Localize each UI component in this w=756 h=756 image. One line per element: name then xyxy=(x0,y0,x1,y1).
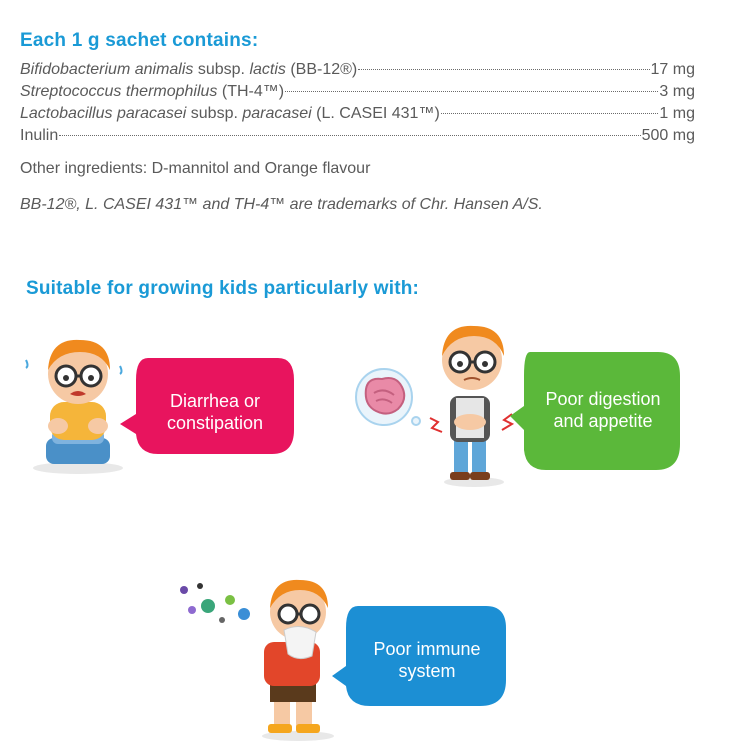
dot-leader xyxy=(441,113,659,114)
bubble-diarrhea-text xyxy=(140,390,290,434)
intestine-icon xyxy=(352,365,424,433)
bubble-line: Diarrhea or xyxy=(169,391,261,411)
sitting-kid-illustration xyxy=(18,330,133,475)
ingredient-amount: 1 mg xyxy=(659,105,695,122)
ingredient-amount: 17 mg xyxy=(650,61,695,78)
dot-leader xyxy=(59,135,640,136)
bubble-line: Poor digestion xyxy=(545,389,661,409)
ingredient-name: Bifidobacterium animalis xyxy=(20,61,194,78)
dot-leader xyxy=(358,69,649,70)
ingredient-strain: (BB-12®) xyxy=(285,61,358,78)
ingredient-amount: 3 mg xyxy=(659,83,695,100)
ingredient-name: Lactobacillus paracasei xyxy=(20,105,187,122)
bubble-line: Poor immune xyxy=(373,639,481,659)
ingredient-row xyxy=(20,59,695,81)
bubble-line: system xyxy=(398,661,456,681)
trademark-note: BB-12®, L. CASEI 431™ and TH-4™ are trademarks of Chr. Hansen A/S. xyxy=(20,196,543,213)
ingredient-sub-name: lactis xyxy=(249,61,286,78)
suitable-heading: Suitable for growing kids particularly with: xyxy=(26,278,420,299)
other-ingredients: Other ingredients: D-mannitol and Orange flavour xyxy=(20,160,371,177)
bubble-line: constipation xyxy=(166,413,264,433)
ingredient-name: Streptococcus thermophilus xyxy=(20,83,218,100)
ingredient-name: Inulin xyxy=(20,127,59,144)
bubble-immune-text xyxy=(352,638,502,682)
germs-icon xyxy=(172,580,262,630)
ingredient-row xyxy=(20,125,695,147)
dot-leader xyxy=(285,91,658,92)
ingredient-amount: 500 mg xyxy=(641,127,695,144)
ingredient-subsp: subsp. xyxy=(193,61,250,78)
ingredient-subsp: subsp. xyxy=(186,105,243,122)
bubble-digestion-text xyxy=(528,388,678,432)
sachet-heading: Each 1 g sachet contains: xyxy=(20,30,259,51)
ingredient-sub-name: paracasei xyxy=(242,105,312,122)
bubble-line: and appetite xyxy=(553,411,653,431)
ingredient-strain: (TH-4™) xyxy=(217,83,285,100)
ingredient-strain: (L. CASEI 431™) xyxy=(311,105,440,122)
ingredient-row xyxy=(20,81,695,103)
ingredient-row xyxy=(20,103,695,125)
